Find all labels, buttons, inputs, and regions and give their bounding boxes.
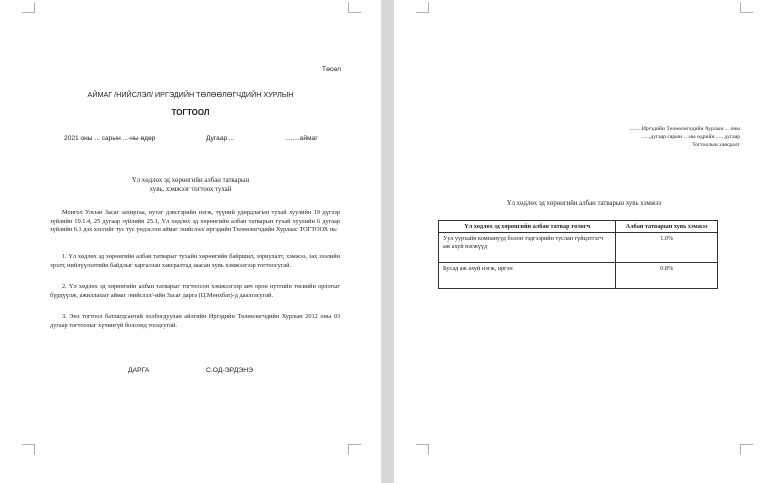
table-title: Үл хөдлөх эд хөрөнгийн албан татварын хувь хэмжээ (506, 200, 662, 207)
table-row (439, 233, 718, 263)
crop-mark (22, 444, 35, 455)
crop-mark (416, 444, 429, 455)
rate-cell: 0.8% (616, 263, 718, 289)
number-line: Дугаар ... (206, 135, 235, 142)
rate-cell: 1.0% (616, 233, 718, 263)
annex-line-2: ......дугаар сарын ....ны өдрийн ..... дугаар (641, 134, 740, 140)
annex-line-1: .........Иргэдийн Төлөөлөгчдийн Хурлын ... оны (629, 126, 740, 132)
crop-mark (740, 2, 753, 13)
column-header-rate: Албан татварын хувь хэмжээ (616, 221, 718, 233)
column-header-payer: Үл хөдлөх эд хөрөнгийн албан татвар төлөгч (439, 221, 616, 233)
crop-mark (740, 444, 753, 455)
crop-mark (22, 2, 35, 13)
clause-3-text: 3. Энэ тогтоол батлагдсантай холбогдуулан айлгийн Иргэдийн Төлөөлөгчдийн Хурлын 2012 оны 03 дугаар тогтоолыг хүчингүй болсонд тооцсугай. (50, 313, 340, 329)
draft-label: Төсөл (321, 66, 341, 73)
clause-2-paragraph (50, 283, 340, 300)
payer-cell: Уул уурхайн компанууд болон тэдгээрийн туслан гүйцэтгэгч аж ахуй нэгжүүд (439, 233, 616, 263)
clause-3-paragraph (50, 313, 340, 330)
subject-line-1: Үл хөдлөх эд хөрөнгийн албан татварын (131, 177, 250, 184)
signer-name: С.ОД-ЭРДЭНЭ (206, 367, 254, 374)
crop-mark (416, 2, 429, 13)
date-line: 2021 оны ... сарын ...-ны өдөр (64, 135, 156, 142)
place-line: ........аймаг (285, 135, 318, 142)
table-header-row (439, 221, 718, 233)
signer-title: ДАРГА (128, 367, 150, 374)
clause-2-text: 2. Үл хөдлөх эд хөрөнгийн албан татварыг тогтоосон хэмжээгээр авч орон нутгийн төсвийн орлогыг бүрдүүлж, ажиллахыг аймаг /нийслэл/-ийн Засаг дарга (Ц.Мөнхбат)-д даалгасугай. (50, 283, 340, 299)
document-page-2 (394, 0, 774, 483)
crop-mark (348, 444, 361, 455)
preamble-text: Монгол Улсын Засаг захиргаа, нутаг дэвсгэрийн нэгж, түүний удирдлагын тухай хуулийн 19 дүгээр зүйлийн 19.1.4, 25 дугаар зүйлийн 25.1, Үл хөдлөх эд хөрөнгийн албан татварын тухай хуулийн 6 дугаар зүйлийн 6.1 дэх хэсгийг тус тус үндэслэн аймаг /нийслэл/ иргэдийн Төлөөлөгчдийн Хурлаас ТОГТООХ нь: (50, 209, 340, 234)
council-heading: АЙМАГ /НИЙСЛЭЛ/ ИРГЭДИЙН ТӨЛӨӨЛӨГЧДИЙН ХУРЛЫН (87, 90, 294, 99)
table-row (439, 263, 718, 289)
subject-line-2: хувь, хэмжээг тогтоох тухай (149, 186, 232, 193)
clause-1-paragraph (50, 253, 340, 270)
annex-line-3: Тогтоолын хавсралт (692, 142, 740, 148)
crop-mark (348, 2, 361, 13)
document-page-1 (0, 0, 381, 483)
payer-cell: Бусад аж ахуй нэгж, иргэн (439, 263, 616, 289)
document-type: ТОГТООЛ (171, 108, 210, 117)
clause-1-text: 1. Үл хөдлөх эд хөрөнгийн албан татварыг тухайн хөрөнгийн байршил, зориулалт, хэмжээ, зах зээлийн эрэлт, нийлүүлэлтийн байдлыг харгалзан хавсралтад заасан хувь хэмжээгээр тогтоосугай. (50, 253, 340, 269)
tax-rate-table (438, 220, 718, 289)
preamble-paragraph (50, 209, 340, 235)
